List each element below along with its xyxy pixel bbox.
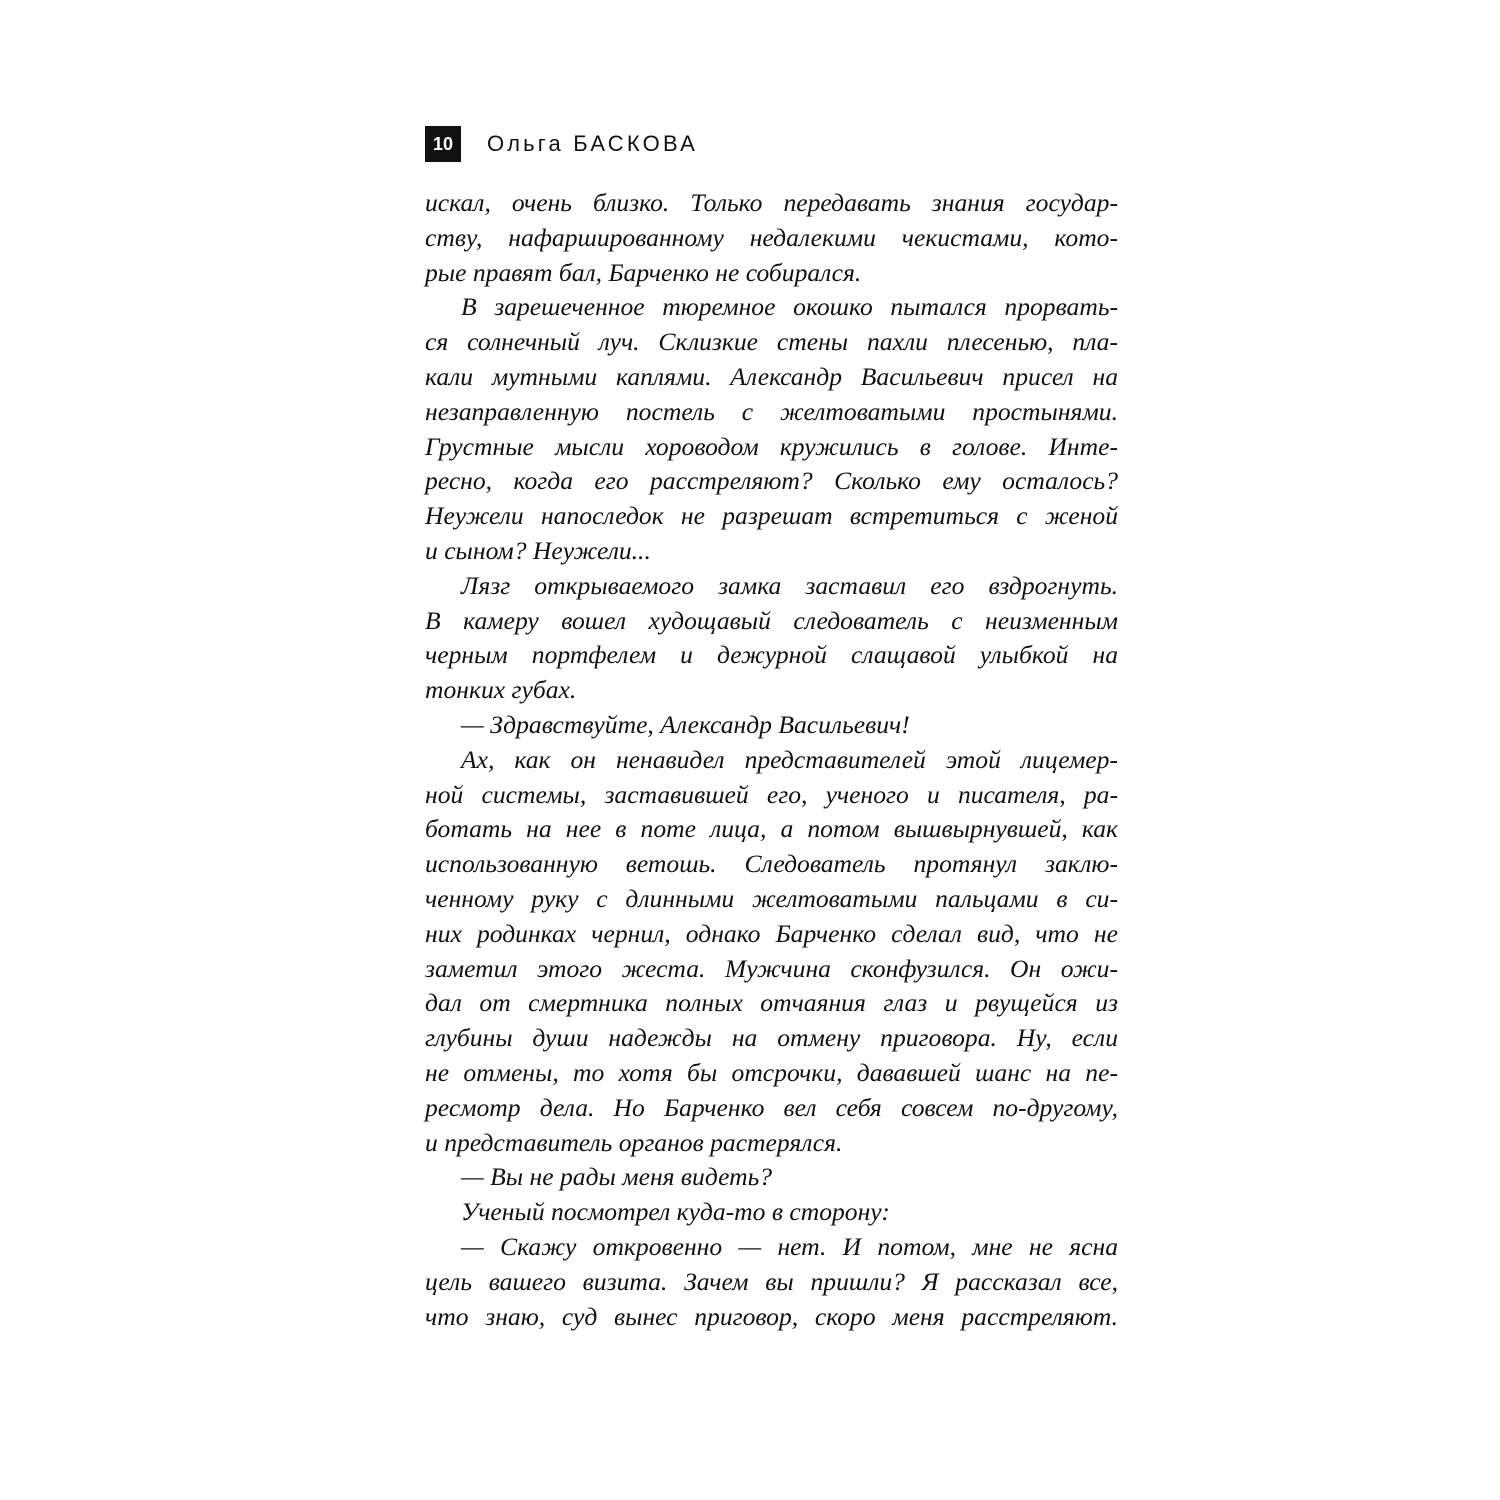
text-line: — Скажу откровенно — нет. И потом, мне не ясна	[461, 1231, 1118, 1261]
text-line: использованную ветошь. Следователь протянул заклю-	[425, 849, 1118, 879]
text-line: что знаю, суд вынес приговор, скоро меня расстреляют.	[425, 1301, 1118, 1331]
text-line: ресно, когда его расстреляют? Сколько ему осталось?	[425, 466, 1118, 496]
text-line: ству, нафаршированному недалекими чекистами, кото-	[425, 222, 1118, 252]
text-line: глубины души надежды на отмену приговора. Ну, если	[425, 1023, 1118, 1053]
author-name: Ольга БАСКОВА	[487, 131, 698, 156]
text-line: них родинках чернил, однако Барченко сделал вид, что не	[425, 918, 1118, 948]
text-line: не отмены, то хотя бы отсрочки, дававшей шанс на пе-	[425, 1057, 1118, 1087]
text-line: заметил этого жеста. Мужчина сконфузился. Он ожи-	[425, 953, 1118, 983]
body-text	[425, 186, 1118, 1334]
text-line: ресмотр дела. Но Барченко вел себя совсем по-другому,	[425, 1092, 1118, 1122]
text-line: черным портфелем и дежурной слащавой улыбкой на	[425, 640, 1118, 670]
text-line: В зарешеченное тюремное окошко пытался прорвать-	[461, 292, 1118, 322]
text-line: дал от смертника полных отчаяния глаз и рвущейся из	[425, 988, 1118, 1018]
text-line: Неужели напоследок не разрешат встретиться с женой	[425, 501, 1118, 531]
page-number: 10	[425, 126, 461, 162]
text-line: Ученый посмотрел куда-то в сторону:	[461, 1197, 890, 1227]
text-line: В камеру вошел худощавый следователь с неизменным	[425, 605, 1118, 635]
text-line: кали мутными каплями. Александр Васильевич присел на	[425, 361, 1118, 391]
text-line: — Вы не рады меня видеть?	[461, 1162, 773, 1192]
text-line: цель вашего визита. Зачем вы пришли? Я рассказал все,	[425, 1266, 1118, 1296]
text-line: искал, очень близко. Только передавать знания государ-	[425, 188, 1118, 217]
text-line: ботать на нее в поте лица, а потом вышвырнувшей, как	[425, 814, 1118, 844]
text-line: и сыном? Неужели...	[425, 535, 651, 565]
text-line: и представитель органов растерялся.	[425, 1127, 843, 1157]
text-line: рые правят бал, Барченко не собирался.	[425, 257, 862, 287]
text-line: ной системы, заставившей его, ученого и писателя, ра-	[425, 779, 1118, 809]
text-line: Ах, как он ненавидел представителей этой лицемер-	[461, 744, 1118, 774]
text-line: Грустные мысли хороводом кружились в голове. Инте-	[425, 431, 1118, 461]
text-line: Лязг открываемого замка заставил его вздрогнуть.	[461, 570, 1118, 600]
text-line: ся солнечный луч. Склизкие стены пахли плесенью, пла-	[425, 327, 1118, 357]
text-line: ченному руку с длинными желтоватыми пальцами в си-	[425, 883, 1118, 913]
text-line: — Здравствуйте, Александр Васильевич!	[461, 709, 910, 739]
text-line: незаправленную постель с желтоватыми простынями.	[425, 396, 1118, 426]
text-line: тонких губах.	[425, 675, 577, 705]
running-head	[425, 126, 698, 162]
